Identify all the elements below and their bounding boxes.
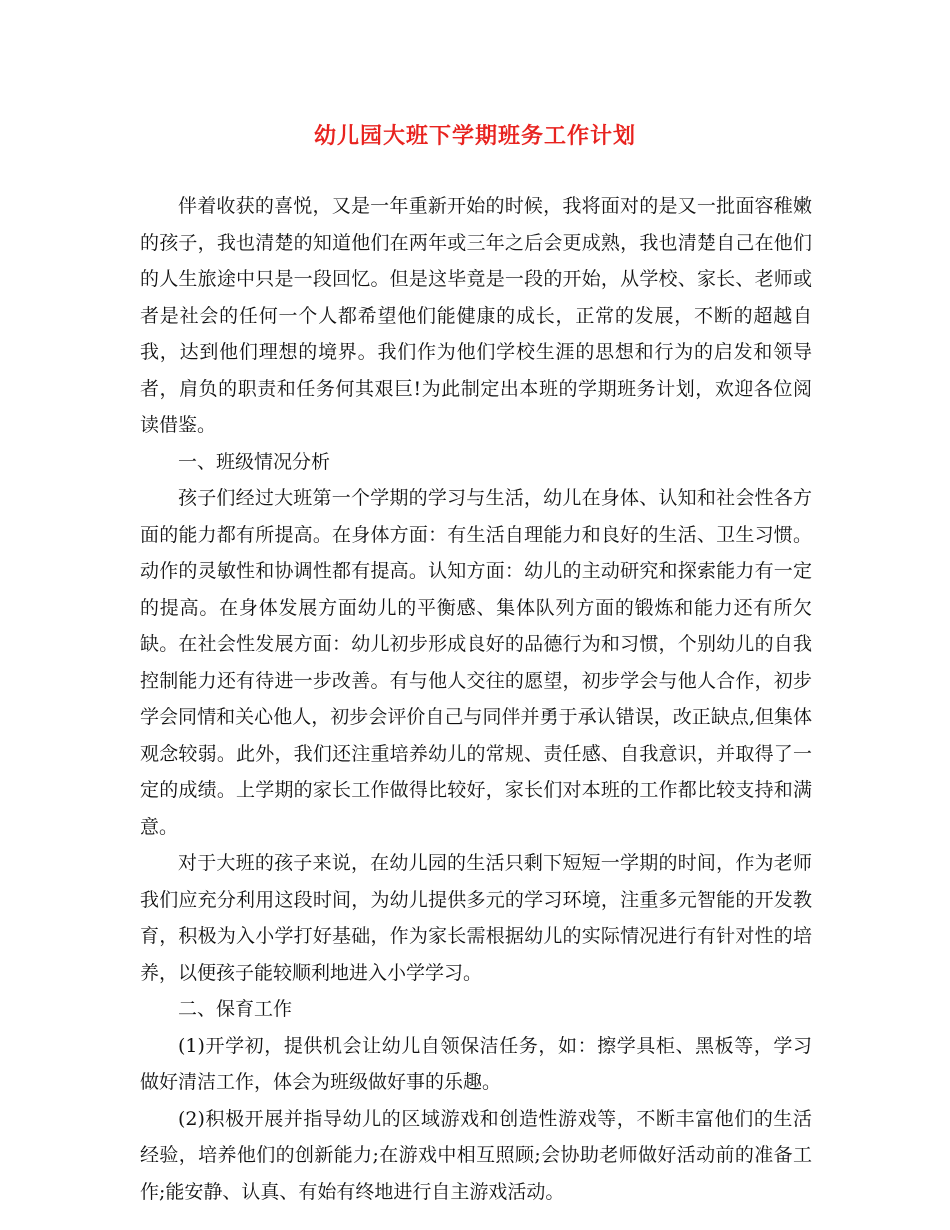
document-title: 幼儿园大班下学期班务工作计划: [313, 123, 636, 149]
section-heading-class-analysis: 一、班级情况分析: [178, 450, 331, 473]
intro-paragraph: 伴着收获的喜悦，又是一年重新开始的时候，我将面对的是又一批面容稚嫩的孩子，我也清楚的知道他们在两年或三年之后会更成熟，我也清楚自己在他们的人生旅途中只是一段回忆。但是这毕竟是一段的开始，从学校、家长、老师或者是社会的任何一个人都希望他们能健康的成长，正常的发展，不断的超越自我，达到他们理想的境界。我们作为他们学校生涯的思想和行为的启发和领导者，肩负的职责和任务何其艰巨!为此制定出本班的学期班务计划，欢迎各位阅读借鉴。: [140, 195, 812, 436]
document-body: [140, 188, 812, 1210]
care-item-2: (2)积极开展并指导幼儿的区域游戏和创造性游戏等，不断丰富他们的生活经验，培养他们的创新能力;在游戏中相互照顾;会协助老师做好活动前的准备工作;能安静、认真、有始有终地进行自主游戏活动。: [140, 1107, 812, 1203]
semester-goal-paragraph: 对于大班的孩子来说，在幼儿园的生活只剩下短短一学期的时间，作为老师我们应充分利用这段时间，为幼儿提供多元的学习环境，注重多元智能的开发教育，积极为入小学打好基础，作为家长需根据幼儿的实际情况进行有针对性的培养，以便孩子能较顺利地进入小学学习。: [140, 852, 812, 984]
class-analysis-paragraph: 孩子们经过大班第一个学期的学习与生活，幼儿在身体、认知和社会性各方面的能力都有所提高。在身体方面：有生活自理能力和良好的生活、卫生习惯。动作的灵敏性和协调性都有提高。认知方面：幼儿的主动研究和探索能力有一定的提高。在身体发展方面幼儿的平衡感、集体队列方面的锻炼和能力还有所欠缺。在社会性发展方面：幼儿初步形成良好的品德行为和习惯，个别幼儿的自我控制能力还有待进一步改善。有与他人交往的愿望，初步学会与他人合作，初步学会同情和关心他人，初步会评价自己与同伴并勇于承认错误，改正缺点,但集体观念较弱。此外，我们还注重培养幼儿的常规、责任感、自我意识，并取得了一定的成绩。上学期的家长工作做得比较好，家长们对本班的工作都比较支持和满意。: [140, 487, 812, 838]
care-item-1: (1)开学初，提供机会让幼儿自领保洁任务，如：擦学具柜、黑板等，学习做好清洁工作，体会为班级做好事的乐趣。: [140, 1034, 812, 1093]
section-heading-care-work: 二、保育工作: [178, 998, 293, 1020]
